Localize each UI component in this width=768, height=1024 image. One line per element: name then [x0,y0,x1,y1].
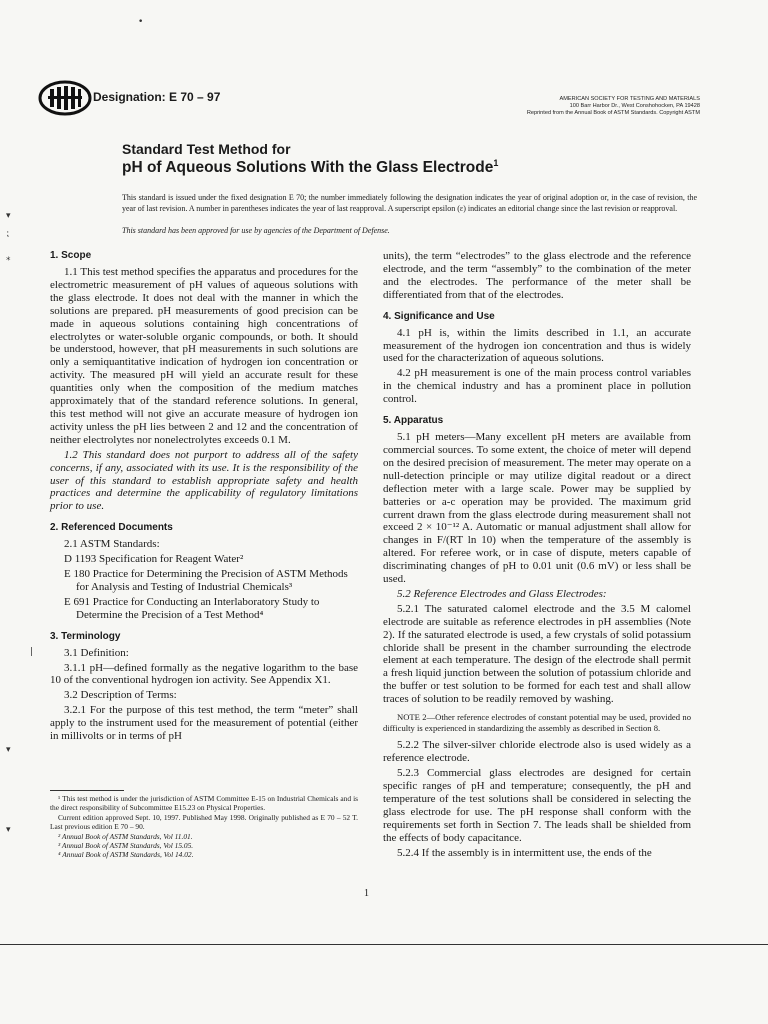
paragraph: units), the term “electrodes” to the glass electrode and the reference electrode, and the term “assembly” to the combination of the meter and the electrodes. The performance of the meter shall be differentiated from that of the electrodes. [383,250,691,301]
scan-speck: ⁏ [6,229,10,239]
footnote-rule [50,790,124,791]
designation: Designation: E 70 – 97 [93,90,221,104]
paragraph: 3.1.1 pH—defined formally as the negative logarithm to the base 10 of the conventional hydrogen ion activity. See Appendix X1. [50,661,358,687]
issuance-note: This standard is issued under the fixed designation E 70; the number immediately following the designation indicates the year of original adoption or, in the case of revision, the year of last revision. A number in parentheses indicates the year of last reapproval. A superscript epsilon (ε) indicates an editorial change since the last revision or reapproval. [122,193,697,213]
footnote: ² Annual Book of ASTM Standards, Vol 11.01. [58,831,193,841]
scan-speck: ▾ [6,825,11,835]
section-heading: 5. Apparatus [383,415,444,427]
paragraph: 5.2.4 If the assembly is in intermittent use, the ends of the [397,846,652,859]
footnote: ¹ This test method is under the jurisdiction of ASTM Committee E-15 on Industrial Chemicals and is the direct responsibility of Subcommittee E15.23 on Physical Properties. [50,794,358,813]
section-heading: 4. Significance and Use [383,310,495,322]
left-column [50,250,358,745]
note: NOTE 2—Other reference electrodes of constant potential may be used, provided no difficulty is experienced in standardizing the assembly as described in Section 8. [383,712,691,733]
paragraph: 2.1 ASTM Standards: [64,538,160,551]
paragraph: 5.2.2 The silver-silver chloride electrode also is used widely as a reference electrode. [383,739,691,765]
footnote: ³ Annual Book of ASTM Standards, Vol 15.05. [58,841,194,851]
paragraph: 3.2 Description of Terms: [64,689,177,702]
title-footnote-ref: 1 [493,158,499,168]
scan-speck: • [138,17,144,27]
publisher-address: 100 Barr Harbor Dr., West Conshohocken, PA 19428 [569,103,700,110]
footnote: ⁴ Annual Book of ASTM Standards, Vol 14.02. [58,850,194,860]
publisher-block [462,96,700,118]
paragraph: 5.2.1 The saturated calomel electrode and the 3.5 M calomel electrode are suitable as reference electrodes in pH assemblies (Note 2). If the saturated electrode is used, a few crystals of solid potassium chloride shall be present in the chamber surrounding the electrode element at each temperature. The design of the electrode shall permit a fresh liquid junction between the solution of potassium chloride and the buffer or test solution to be formed for each test and shall allow traces of solution to be readily removed by washing. [383,602,691,706]
section-heading: 2. Referenced Documents [50,522,173,534]
scan-speck: ⁎ [6,253,11,263]
paragraph: 4.1 pH is, within the limits described in 1.1, an accurate measurement of the hydrogen ion concentration and thus is widely used for the characterization of aqueous solutions. [383,326,691,365]
scan-speck: ▾ [6,211,11,221]
page-number: 1 [364,888,369,899]
reference-item: D 1193 Specification for Reagent Water² [64,553,244,566]
section-heading: 3. Terminology [50,630,121,642]
paragraph: 5.2 Reference Electrodes and Glass Electrodes: [397,587,607,600]
title-line1: Standard Test Method for [122,141,291,157]
scan-speck: ▾ [6,745,11,755]
dod-approval: This standard has been approved for use by agencies of the Department of Defense. [122,226,390,235]
reference-item: E 691 Practice for Conducting an Interlaboratory Study to Determine the Precision of a Test Method⁴ [64,595,320,621]
reprint-notice: Reprinted from the Annual Book of ASTM Standards. Copyright ASTM [526,110,700,117]
footnotes [50,790,358,860]
page-edge-rule [0,944,768,945]
paragraph: 3.1 Definition: [64,646,129,659]
reference-item: E 180 Practice for Determining the Precision of ASTM Methods for Analysis and Testing of Industrial Chemicals³ [64,568,348,593]
astm-logo [38,80,92,116]
paragraph: 1.1 This test method specifies the apparatus and procedures for the electrometric measurement of pH values of aqueous solutions with the glass electrode. It does not deal with the manner in which the solutions are prepared. pH measurements of good precision can be made in aqueous solutions containing high concentrations of electrolytes or water-soluble organic compounds, or both. It should be understood, however, that pH measurements in such solutions are only a semiquantitative indication of hydrogen ion concentration or activity. The measured pH will yield an accurate result for these quantities only when the composition of the medium matches approximately that of the standard reference solutions. In general, this test method will not give an accurate measure of hydrogen ion activity unless the pH lies between 2 and 12 and the concentration of neither electrolytes nor nonelectrolytes exceeds 0.1 M. [50,266,358,446]
section-heading: 1. Scope [50,250,92,261]
footnote: Current edition approved Sept. 10, 1997. Published May 1998. Originally published as E 70 – 52 T. Last previous edition E 70 – 90. [50,812,358,832]
paragraph: 1.2 This standard does not purport to address all of the safety concerns, if any, associated with its use. It is the responsibility of the user of this standard to establish appropriate safety and health practices and determine the applicability of regulatory limitations prior to use. [50,448,358,513]
title-text: pH of Aqueous Solutions With the Glass Electrode [122,159,494,177]
paragraph: 5.2.3 Commercial glass electrodes are designed for certain specific ranges of pH and temperature; consequently, the pH and temperature of the test solutions shall be considered in selecting the glass electrode for use. The pH response shall conform with the requirements set forth in Section 7. The leads shall be shielded from the effects of body capacitance. [383,767,691,844]
publisher-name: AMERICAN SOCIETY FOR TESTING AND MATERIALS [559,96,700,102]
right-column [383,250,691,861]
paragraph: 5.1 pH meters—Many excellent pH meters are available from commercial sources. To some extent, the choice of meter will depend on the desired precision of measurement. The meter may operate on a null-detection principle or may utilize digital readout or a direct deflection meter with a large scale. Power may be supplied by batteries or a-c operation may be provided. The maximum grid current drawn from the glass electrode during measurement shall not exceed 2 × 10⁻¹² A. Automatic or manual adjustment shall allow for changes in F/(RT ln 10) when the temperature of the assembly is altered. For referee work, or in case of dispute, meters capable of discriminating changes of pH to 0.01 unit (0.6 mV) or less shall be used. [383,431,691,586]
paragraph: 4.2 pH measurement is one of the main process control variables in the chemical industry and has a prominent place in pollution control. [383,367,691,406]
paragraph: 3.2.1 For the purpose of this test method, the term “meter” shall apply to the instrument used for the measurement of potential (either in millivolts or in terms of pH [50,704,358,743]
title-line2 [122,158,498,177]
scan-speck: | [30,647,34,657]
